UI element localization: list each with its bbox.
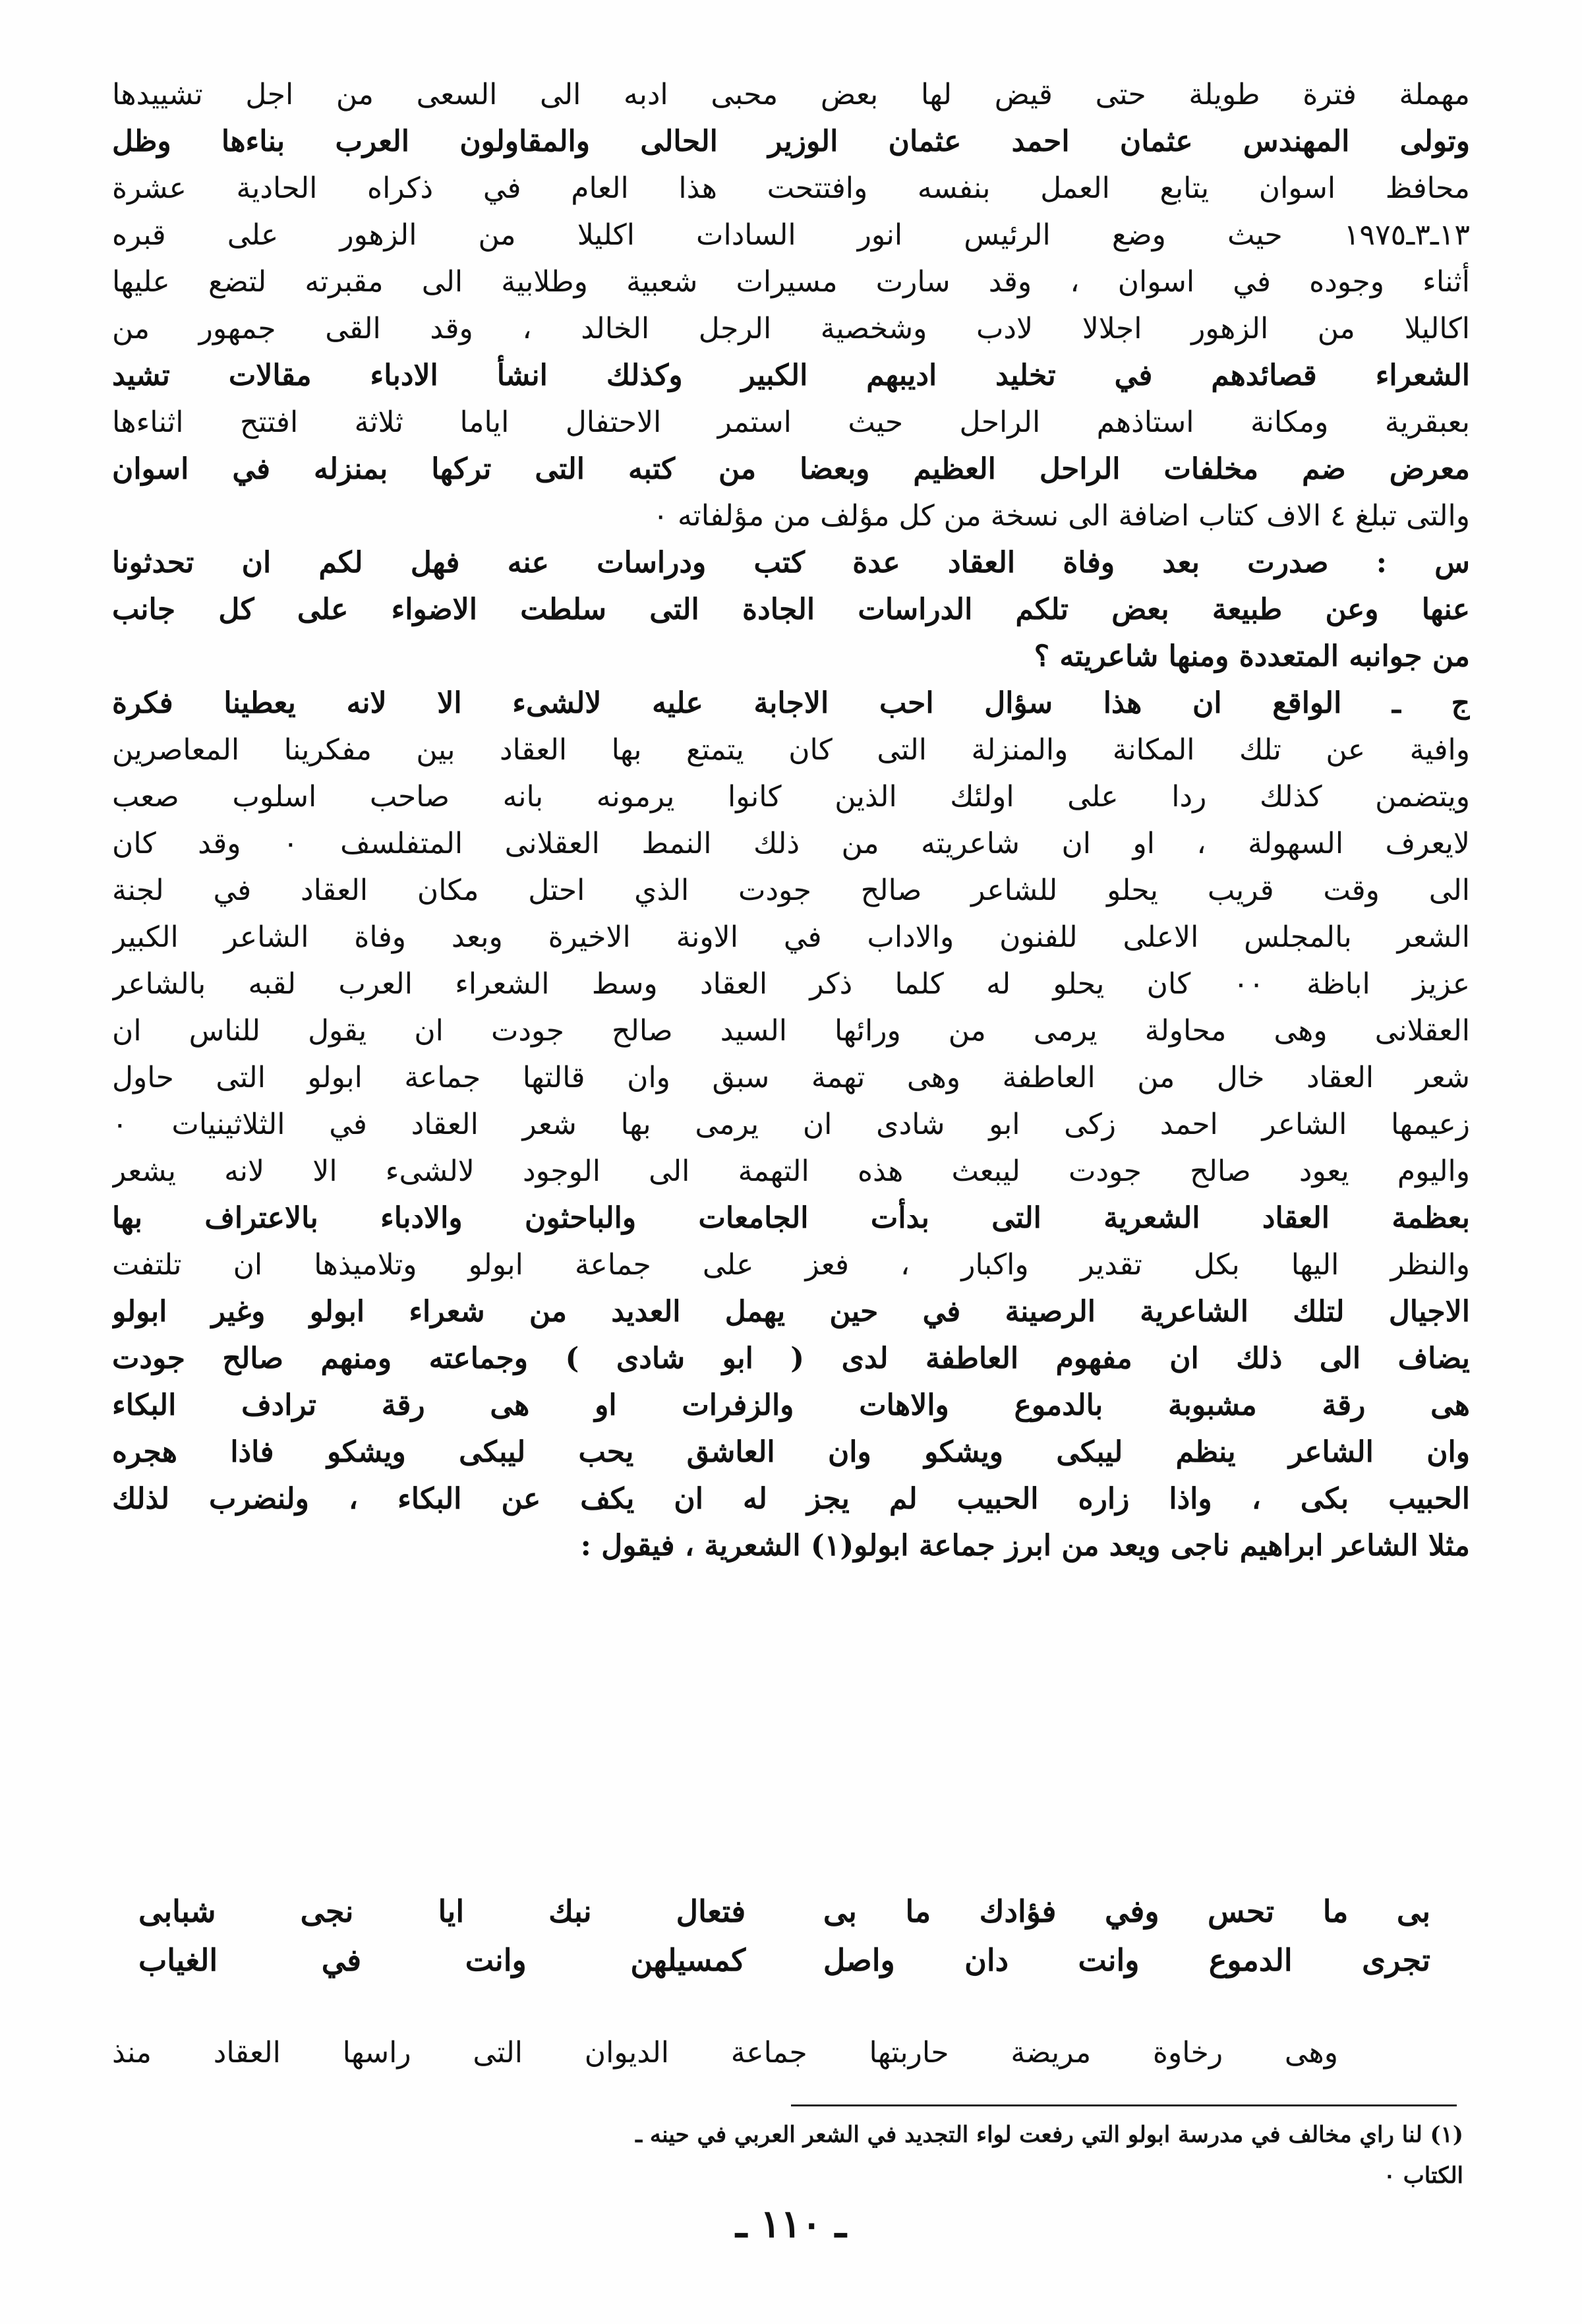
footnote-line: الكتاب ٠ (1383, 2162, 1463, 2189)
text-line: ج ـ الواقع ان هذا سؤال احب الاجابة عليه لالشىء الا لانه يعطينا فكرة (112, 686, 1470, 720)
text-line: عنها وعن طبيعة بعض تلكم الدراسات الجادة التى سلطت الاضواء على كل جانب (112, 593, 1470, 626)
text-line: يضاف الى ذلك ان مفهوم العاطفة لدى ( ابو شادى ) وجماعته ومنهم صالح جودت (112, 1342, 1470, 1375)
verse-line (138, 1887, 1430, 1936)
text-line: مثلا الشاعر ابراهيم ناجى ويعد من ابرز جماعة ابولو(١) الشعرية ، فيقول : (580, 1529, 1470, 1563)
verse-line (138, 1936, 1430, 1984)
text-line: بعبقرية ومكانة استاذهم الراحل حيث استمر الاحتفال اياما ثلاثة افتتح اثناءها (112, 405, 1470, 439)
text-line: وافية عن تلك المكانة والمنزلة التى كان يتمتع بها العقاد بين مفكرينا المعاصرين (112, 733, 1470, 767)
body-text (112, 71, 1470, 1569)
text-line: الحبيب بكى ، واذا زاره الحبيب لم يجز له ان يكف عن البكاء ، ولنضرب لذلك (112, 1482, 1470, 1516)
text-line: اكاليلا من الزهور اجلالا لادب وشخصية الرجل الخالد ، وقد القى جمهور من (112, 312, 1470, 345)
text-line: مهملة فترة طويلة حتى قيض لها بعض محبى ادبه الى السعى من اجل تشييدها (112, 78, 1470, 111)
footnote-divider (791, 2104, 1457, 2106)
text-line: س : صدرت بعد وفاة العقاد عدة كتب ودراسات عنه فهل لكم ان تحدثونا (112, 546, 1470, 580)
text-line: محافظ اسوان يتابع العمل بنفسه وافتتحت هذا العام في ذكراه الحادية عشرة (112, 171, 1470, 205)
text-line: والنظر اليها بكل تقدير واكبار ، فعز على جماعة ابولو وتلاميذها ان تلتفت (112, 1248, 1470, 1282)
text-line: بعظمة العقاد الشعرية التى بدأت الجامعات والباحثون والادباء بالاعتراف بها (112, 1201, 1470, 1235)
text-line: وتولى المهندس عثمان احمد عثمان الوزير الحالى والمقاولون العرب بناءها وظل (112, 125, 1470, 158)
text-line: وهى رخاوة مريضة حاربتها جماعة الديوان التى راسها العقاد منذ (112, 2036, 1338, 2070)
text-line: الشعر بالمجلس الاعلى للفنون والاداب في الاونة الاخيرة وبعد وفاة الشاعر الكبير (112, 920, 1470, 954)
verse-second-hemistich: كمسيلهن وانت في الغياب (138, 1942, 746, 1978)
page-number: ـ ١١٠ ـ (736, 2201, 846, 2246)
text-line: الشعراء قصائدهم في تخليد اديبهم الكبير وكذلك انشأ الادباء مقالات تشيد (112, 359, 1470, 392)
text-line: أثناء وجوده في اسوان ، وقد سارت مسيرات شعبية وطلابية الى مقبرته لتضع عليها (112, 265, 1470, 299)
text-line: ويتضمن كذلك ردا على اولئك الذين كانوا يرمونه بانه صاحب اسلوب صعب (112, 780, 1470, 814)
text-line: معرض ضم مخلفات الراحل العظيم وبعضا من كتبه التى تركها بمنزله في اسوان (112, 452, 1470, 486)
footnote (112, 2114, 1463, 2196)
text-line: عزيز اباظة ٠٠ كان يحلو له كلما ذكر العقاد وسط الشعراء العرب لقبه بالشاعر (112, 967, 1470, 1001)
text-line: زعيمها الشاعر احمد زكى ابو شادى ان يرمى بها شعر العقاد في الثلاثينيات ٠ (112, 1108, 1470, 1141)
text-line: ١٣ـ٣ـ١٩٧٥ حيث وضع الرئيس انور السادات اكليلا من الزهور على قبره (112, 218, 1470, 252)
verse-second-hemistich: فتعال نبك ايا نجى شبابى (138, 1893, 746, 1929)
footnote-line: (١) لنا راي مخالف في مدرسة ابولو التي رفعت لواء التجديد في الشعر العربي في حينه ـ (635, 2122, 1463, 2148)
text-line: واليوم يعود صالح جودت ليبعث هذه التهمة الى الوجود لالشىء الا لانه يشعر (112, 1154, 1470, 1188)
text-line: لايعرف السهولة ، او ان شاعريته من ذلك النمط العقلانى المتفلسف ٠ وقد كان (112, 827, 1470, 860)
text-line: الى وقت قريب يحلو للشاعر صالح جودت الذي احتل مكان العقاد في لجنة (112, 874, 1470, 907)
paragraph-continuation (112, 2029, 1338, 2076)
poem-verses (138, 1887, 1430, 1984)
text-line: شعر العقاد خال من العاطفة وهى تهمة سبق وان قالتها جماعة ابولو التى حاول (112, 1061, 1470, 1094)
verse-first-hemistich: بى ما تحس وفي فؤادك ما بى (823, 1893, 1430, 1929)
text-line: الاجيال لتلك الشاعرية الرصينة في حين يهمل العديد من شعراء ابولو وغير ابولو (112, 1295, 1470, 1328)
verse-first-hemistich: تجرى الدموع وانت دان واصل (823, 1942, 1430, 1978)
text-line: من جوانبه المتعددة ومنها شاعريته ؟ (1034, 640, 1470, 673)
text-line: هى رقة مشبوبة بالدموع والاهات والزفرات او هى رقة ترادف البكاء (112, 1388, 1470, 1422)
text-line: والتى تبلغ ٤ الاف كتاب اضافة الى نسخة من كل مؤلف من مؤلفاته ٠ (653, 499, 1470, 533)
text-line: وان الشاعر ينظم ليبكى ويشكو وان العاشق يحب ليبكى ويشكو فاذا هجره (112, 1435, 1470, 1469)
text-line: العقلانى وهى محاولة يرمى من ورائها السيد صالح جودت ان يقول للناس ان (112, 1014, 1470, 1048)
